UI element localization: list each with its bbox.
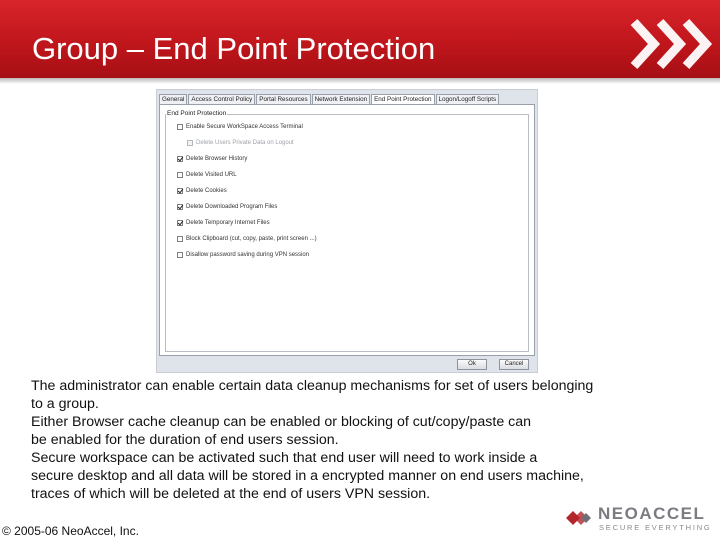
end-point-protection-group <box>165 114 529 352</box>
ok-button[interactable]: Ok <box>457 359 487 370</box>
option-delete-visited-url[interactable] <box>177 170 237 179</box>
checkbox[interactable] <box>187 140 193 146</box>
option-label: Disallow password saving during VPN session <box>186 251 310 258</box>
body-line: The administrator can enable certain data cleanup mechanisms for set of users belonging <box>31 378 594 394</box>
neoaccel-logo-mark-icon <box>564 506 594 530</box>
logo-wordmark: NEOACCEL <box>598 504 706 523</box>
cancel-button[interactable]: Cancel <box>499 359 529 370</box>
title-banner-shadow <box>0 78 720 84</box>
tab-logon-logoff-scripts[interactable]: Logon/Logoff Scripts <box>436 94 500 104</box>
tab-portal-resources[interactable]: Portal Resources <box>256 94 310 104</box>
option-block-clipboard[interactable] <box>177 234 317 243</box>
body-line: Secure workspace can be activated such that end user will need to work inside a <box>31 450 538 466</box>
checkbox[interactable] <box>177 124 183 130</box>
tab-network-extension[interactable]: Network Extension <box>312 94 371 104</box>
checkbox[interactable] <box>177 156 183 162</box>
checkbox[interactable] <box>177 172 183 178</box>
option-delete-cookies[interactable] <box>177 186 227 195</box>
body-line: traces of which will be deleted at the end of users VPN session. <box>31 486 431 502</box>
option-enable-secure-workspace[interactable] <box>177 122 303 131</box>
page-title: Group – End Point Protection <box>32 31 436 66</box>
slide-body-text <box>31 377 681 503</box>
body-line: Either Browser cache cleanup can be enabled or blocking of cut/copy/paste can <box>31 414 532 430</box>
option-delete-private-data[interactable] <box>187 138 294 147</box>
body-line: secure desktop and all data will be stored in a encrypted manner on end users machine, <box>31 468 584 484</box>
group-settings-dialog <box>156 89 538 373</box>
option-delete-temporary-internet-files[interactable] <box>177 218 270 227</box>
group-legend: End Point Protection <box>167 110 227 117</box>
option-label: Delete Temporary Internet Files <box>186 219 270 226</box>
option-label: Delete Downloaded Program Files <box>186 203 278 210</box>
option-delete-downloaded-program-files[interactable] <box>177 202 277 211</box>
neoaccel-logo <box>564 502 714 536</box>
checkbox[interactable] <box>177 220 183 226</box>
option-label: Block Clipboard (cut, copy, paste, print screen ...) <box>186 235 317 242</box>
copyright-notice: © 2005-06 NeoAccel, Inc. <box>2 524 139 538</box>
option-delete-browser-history[interactable] <box>177 154 247 163</box>
checkbox[interactable] <box>177 188 183 194</box>
triple-chevron-right-icon <box>624 14 716 74</box>
tab-end-point-protection[interactable]: End Point Protection <box>371 94 434 105</box>
option-disallow-password-saving[interactable] <box>177 250 309 259</box>
option-label: Delete Visited URL <box>186 171 237 178</box>
logo-tagline: SECURE EVERYTHING <box>599 523 712 532</box>
tab-general[interactable]: General <box>159 94 187 104</box>
checkbox[interactable] <box>177 252 183 258</box>
checkbox[interactable] <box>177 204 183 210</box>
option-label: Delete Cookies <box>186 187 227 194</box>
body-line: be enabled for the duration of end users session. <box>31 432 339 448</box>
tab-access-control-policy[interactable]: Access Control Policy <box>188 94 255 104</box>
checkbox[interactable] <box>177 236 183 242</box>
option-label: Enable Secure WorkSpace Access Terminal <box>186 123 303 130</box>
tab-panel <box>159 104 535 356</box>
body-line: to a group. <box>31 396 99 412</box>
option-label: Delete Users Private Data on Logout <box>196 139 294 146</box>
option-label: Delete Browser History <box>186 155 248 162</box>
